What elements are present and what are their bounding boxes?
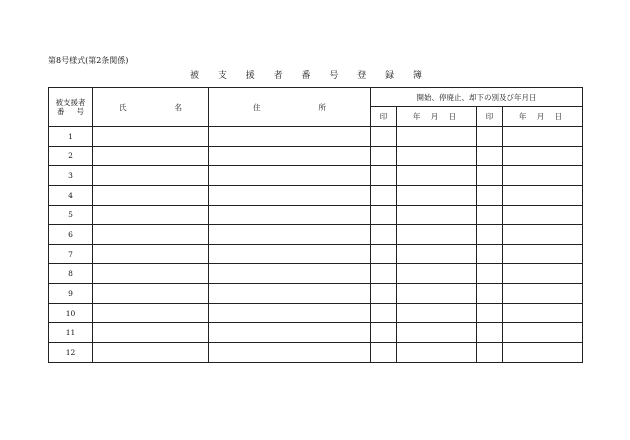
seal-cell[interactable] [371,225,397,245]
seal-cell[interactable] [477,323,503,343]
header-row-top [49,88,583,107]
seal-cell[interactable] [371,343,397,363]
header-name-a: 氏 [119,102,127,112]
seal-cell[interactable] [477,303,503,323]
seal-cell[interactable] [371,284,397,304]
address-cell[interactable] [209,284,371,304]
address-cell[interactable] [209,146,371,166]
address-cell[interactable] [209,343,371,363]
date-cell[interactable] [397,343,477,363]
table-row [49,323,583,343]
table-row [49,205,583,225]
name-cell[interactable] [93,205,209,225]
seal-cell[interactable] [371,127,397,147]
seal-cell[interactable] [477,127,503,147]
row-number: 9 [49,284,93,304]
row-number: 8 [49,264,93,284]
name-cell[interactable] [93,303,209,323]
name-cell[interactable] [93,264,209,284]
table-row [49,146,583,166]
date-cell[interactable] [397,225,477,245]
date-cell[interactable] [503,264,583,284]
address-cell[interactable] [209,185,371,205]
header-date-2: 年 月 日 [503,107,583,127]
seal-cell[interactable] [477,343,503,363]
header-status-group: 開始、停廃止、却下の別及び年月日 [371,88,583,107]
name-cell[interactable] [93,284,209,304]
address-cell[interactable] [209,323,371,343]
seal-cell[interactable] [477,264,503,284]
table-row [49,343,583,363]
seal-cell[interactable] [371,205,397,225]
date-cell[interactable] [397,146,477,166]
date-cell[interactable] [503,185,583,205]
seal-cell[interactable] [477,225,503,245]
table-row [49,225,583,245]
row-number: 11 [49,323,93,343]
table-row [49,264,583,284]
header-date-1: 年 月 日 [397,107,477,127]
form-number: 第8号様式(第2条関係) [48,56,129,65]
address-cell[interactable] [209,205,371,225]
name-cell[interactable] [93,244,209,264]
table-row [49,185,583,205]
name-cell[interactable] [93,166,209,186]
date-cell[interactable] [503,166,583,186]
name-cell[interactable] [93,185,209,205]
row-number: 5 [49,205,93,225]
name-cell[interactable] [93,127,209,147]
header-address-a: 住 [253,102,261,112]
row-number: 3 [49,166,93,186]
address-cell[interactable] [209,166,371,186]
seal-cell[interactable] [477,205,503,225]
row-number: 6 [49,225,93,245]
header-seal-1: 印 [371,107,397,127]
date-cell[interactable] [503,205,583,225]
date-cell[interactable] [397,185,477,205]
header-seal-2: 印 [477,107,503,127]
seal-cell[interactable] [371,303,397,323]
seal-cell[interactable] [371,146,397,166]
seal-cell[interactable] [371,244,397,264]
date-cell[interactable] [397,127,477,147]
table-row [49,244,583,264]
document-title: 被 支 援 者 番 号 登 録 簿 [190,71,430,81]
seal-cell[interactable] [477,284,503,304]
date-cell[interactable] [397,205,477,225]
register-table [48,87,583,363]
row-number: 10 [49,303,93,323]
date-cell[interactable] [397,323,477,343]
header-number-line2-a: 番 [57,107,65,116]
date-cell[interactable] [503,146,583,166]
date-cell[interactable] [503,303,583,323]
row-number: 7 [49,244,93,264]
row-number: 12 [49,343,93,363]
date-cell[interactable] [503,284,583,304]
row-number: 1 [49,127,93,147]
date-cell[interactable] [503,343,583,363]
name-cell[interactable] [93,146,209,166]
address-cell[interactable] [209,225,371,245]
date-cell[interactable] [503,127,583,147]
date-cell[interactable] [397,244,477,264]
name-cell[interactable] [93,323,209,343]
address-cell[interactable] [209,244,371,264]
seal-cell[interactable] [371,264,397,284]
header-name [93,88,209,127]
register-body [49,127,583,363]
header-address [209,88,371,127]
header-name-b: 名 [174,102,182,112]
table-row [49,127,583,147]
seal-cell[interactable] [371,185,397,205]
date-cell[interactable] [397,284,477,304]
name-cell[interactable] [93,343,209,363]
seal-cell[interactable] [477,244,503,264]
header-number-line1: 被支援者 [55,98,86,107]
header-address-b: 所 [318,102,326,112]
seal-cell[interactable] [477,185,503,205]
table-row [49,284,583,304]
date-cell[interactable] [397,264,477,284]
seal-cell[interactable] [477,146,503,166]
date-cell[interactable] [397,303,477,323]
name-cell[interactable] [93,225,209,245]
address-cell[interactable] [209,127,371,147]
header-supported-person-number [49,88,93,127]
date-cell[interactable] [397,166,477,186]
address-cell[interactable] [209,303,371,323]
date-cell[interactable] [503,225,583,245]
row-number: 4 [49,185,93,205]
row-number: 2 [49,146,93,166]
seal-cell[interactable] [371,323,397,343]
header-number-line2-b: 号 [76,107,84,116]
address-cell[interactable] [209,264,371,284]
seal-cell[interactable] [371,166,397,186]
date-cell[interactable] [503,244,583,264]
table-row [49,166,583,186]
seal-cell[interactable] [477,166,503,186]
table-row [49,303,583,323]
date-cell[interactable] [503,323,583,343]
